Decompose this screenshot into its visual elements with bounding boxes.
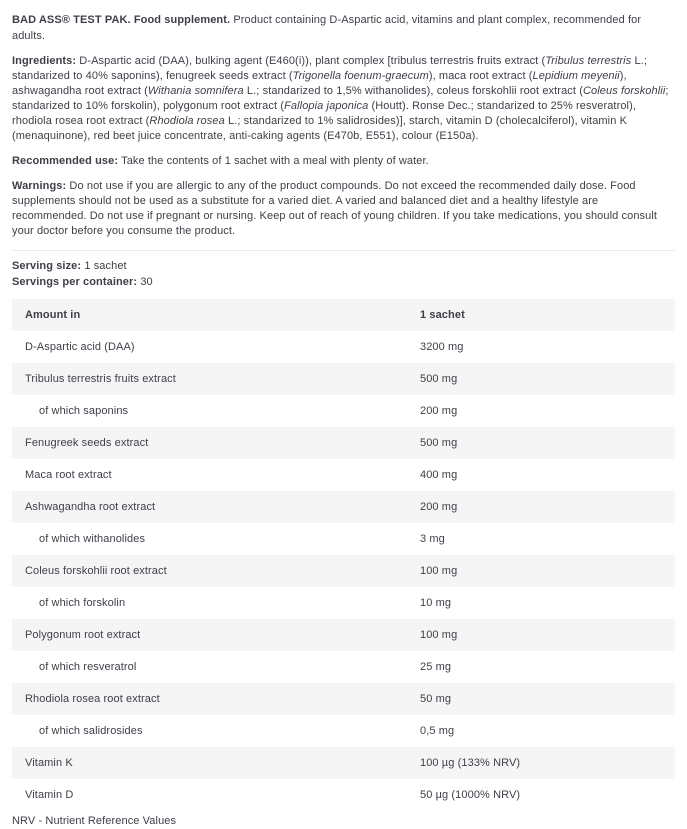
table-row [12, 715, 675, 747]
nutrient-name: Vitamin K [25, 756, 73, 769]
nutrient-value: 10 mg [420, 596, 452, 609]
ingredient-latin-name: Lepidium meyenii [532, 70, 620, 82]
serving-size-label: Serving size: [12, 260, 82, 272]
ingredients-paragraph [12, 54, 675, 144]
ingredients-segment: D-Aspartic acid (DAA), bulking agent (E460(i)), plant complex [tribulus terrestris fruits extract ( [76, 55, 546, 67]
nutrient-name: Rhodiola rosea root extract [25, 692, 160, 705]
nutrient-value: 100 mg [420, 628, 458, 641]
table-row [12, 747, 675, 779]
nutrient-value: 500 mg [420, 372, 458, 385]
table-header-row [12, 299, 675, 331]
nutrient-value: 100 mg [420, 564, 458, 577]
nutrient-value: 200 mg [420, 500, 458, 513]
table-row [12, 491, 675, 523]
ingredient-latin-name: Tribulus terrestris [545, 55, 632, 67]
recommended-use-paragraph [12, 154, 675, 169]
warnings-paragraph [12, 179, 675, 239]
nutrient-value: 3 mg [420, 532, 445, 545]
nutrient-name: D-Aspartic acid (DAA) [25, 340, 135, 353]
recommended-use-text: Take the contents of 1 sachet with a meal with plenty of water. [118, 155, 429, 167]
servings-per-container-label: Servings per container: [12, 276, 138, 288]
nutrient-name: of which salidrosides [39, 724, 143, 737]
nutrient-value: 50 mg [420, 692, 452, 705]
nutrient-value: 0,5 mg [420, 724, 455, 737]
table-row [12, 459, 675, 491]
servings-per-container-line [12, 274, 675, 290]
nutrient-value: 200 mg [420, 404, 458, 417]
ingredients-text [12, 55, 669, 142]
nutrient-name: of which resveratrol [39, 660, 137, 673]
recommended-use-label: Recommended use: [12, 155, 119, 167]
table-body [12, 331, 675, 811]
nutrient-name: Ashwagandha root extract [25, 500, 156, 513]
table-row [12, 363, 675, 395]
supplement-facts-table [12, 299, 675, 811]
table-row [12, 331, 675, 363]
table-header-sachet: 1 sachet [420, 308, 465, 321]
nutrient-name: Vitamin D [25, 788, 74, 801]
ingredient-latin-name: Rhodiola rosea [149, 115, 225, 127]
nrv-footnote: NRV - Nutrient Reference Values [12, 815, 177, 827]
nutrient-name: Fenugreek seeds extract [25, 436, 149, 449]
ingredients-segment: ), maca root extract ( [428, 70, 533, 82]
table-row [12, 779, 675, 811]
table-row [12, 683, 675, 715]
table-row [12, 523, 675, 555]
nutrient-value: 3200 mg [420, 340, 464, 353]
nutrient-name: of which saponins [39, 404, 129, 417]
nutrient-value: 500 mg [420, 436, 458, 449]
ingredients-segment: ), ashwagandha root extract ( [12, 70, 627, 97]
serving-size-value: 1 sachet [81, 260, 127, 272]
serving-size-line [12, 258, 675, 274]
ingredients-segment: (Houtt). Ronse Dec.; standarized to 25% resveratrol), rhodiola rosea root extract ( [12, 100, 637, 127]
table-row [12, 587, 675, 619]
nutrient-value: 50 µg (1000% NRV) [420, 788, 521, 801]
ingredient-latin-name: Coleus forskohlii [582, 85, 666, 97]
ingredients-segment: L.; standarized to 1,5% withanolides), coleus forskohlii root extract ( [243, 85, 583, 97]
ingredient-latin-name: Fallopia japonica [284, 100, 369, 112]
product-title-bold: BAD ASS® TEST PAK. Food supplement. [12, 14, 231, 26]
ingredients-segment: L.; standarized to 1% salidrosides)], starch, vitamin D (cholecalciferol), vitamin K (menaquinone), red beet juice concentrate, anti-caking agents (E470b, E551), colour (E150a). [12, 115, 628, 142]
nutrient-name: Maca root extract [25, 468, 112, 481]
nutrient-name: Polygonum root extract [25, 628, 141, 641]
ingredients-label: Ingredients: [12, 55, 77, 67]
nutrient-value: 25 mg [420, 660, 452, 673]
nutrient-name: Tribulus terrestris fruits extract [25, 372, 176, 385]
table-row [12, 651, 675, 683]
table-header-amount-in: Amount in [25, 308, 81, 321]
section-divider [12, 250, 675, 251]
nutrient-value: 100 µg (133% NRV) [420, 756, 521, 769]
nutrient-name: Coleus forskohlii root extract [25, 564, 167, 577]
warnings-label: Warnings: [12, 180, 67, 192]
product-title [12, 12, 675, 44]
ingredient-latin-name: Trigonella foenum-graecum [292, 70, 429, 82]
product-title-rest: Product containing D-Aspartic acid, vitamins and plant complex, recommended for adults. [12, 14, 642, 42]
table-row [12, 619, 675, 651]
warnings-text: Do not use if you are allergic to any of the product compounds. Do not exceed the recommended daily dose. Food supplements should not be used as a substitute for a varied diet. A varied and balanced diet and a healthy lifestyle are recommended. Do not use if pregnant or nursing. Keep out of reach of young children. If you take medications, you should consult your doctor before you consume the product. [12, 180, 658, 237]
ingredients-segment: L.; standarized to 40% saponins), fenugreek seeds extract ( [12, 55, 647, 82]
nutrient-name: of which withanolides [39, 532, 146, 545]
ingredient-latin-name: Withania somnifera [147, 85, 244, 97]
table-row [12, 427, 675, 459]
nutrient-name: of which forskolin [39, 596, 126, 609]
ingredients-segment: ; standarized to 10% forskolin), polygonum root extract ( [12, 85, 669, 112]
table-row [12, 555, 675, 587]
table-row [12, 395, 675, 427]
servings-per-container-value: 30 [137, 276, 153, 288]
nutrient-value: 400 mg [420, 468, 458, 481]
